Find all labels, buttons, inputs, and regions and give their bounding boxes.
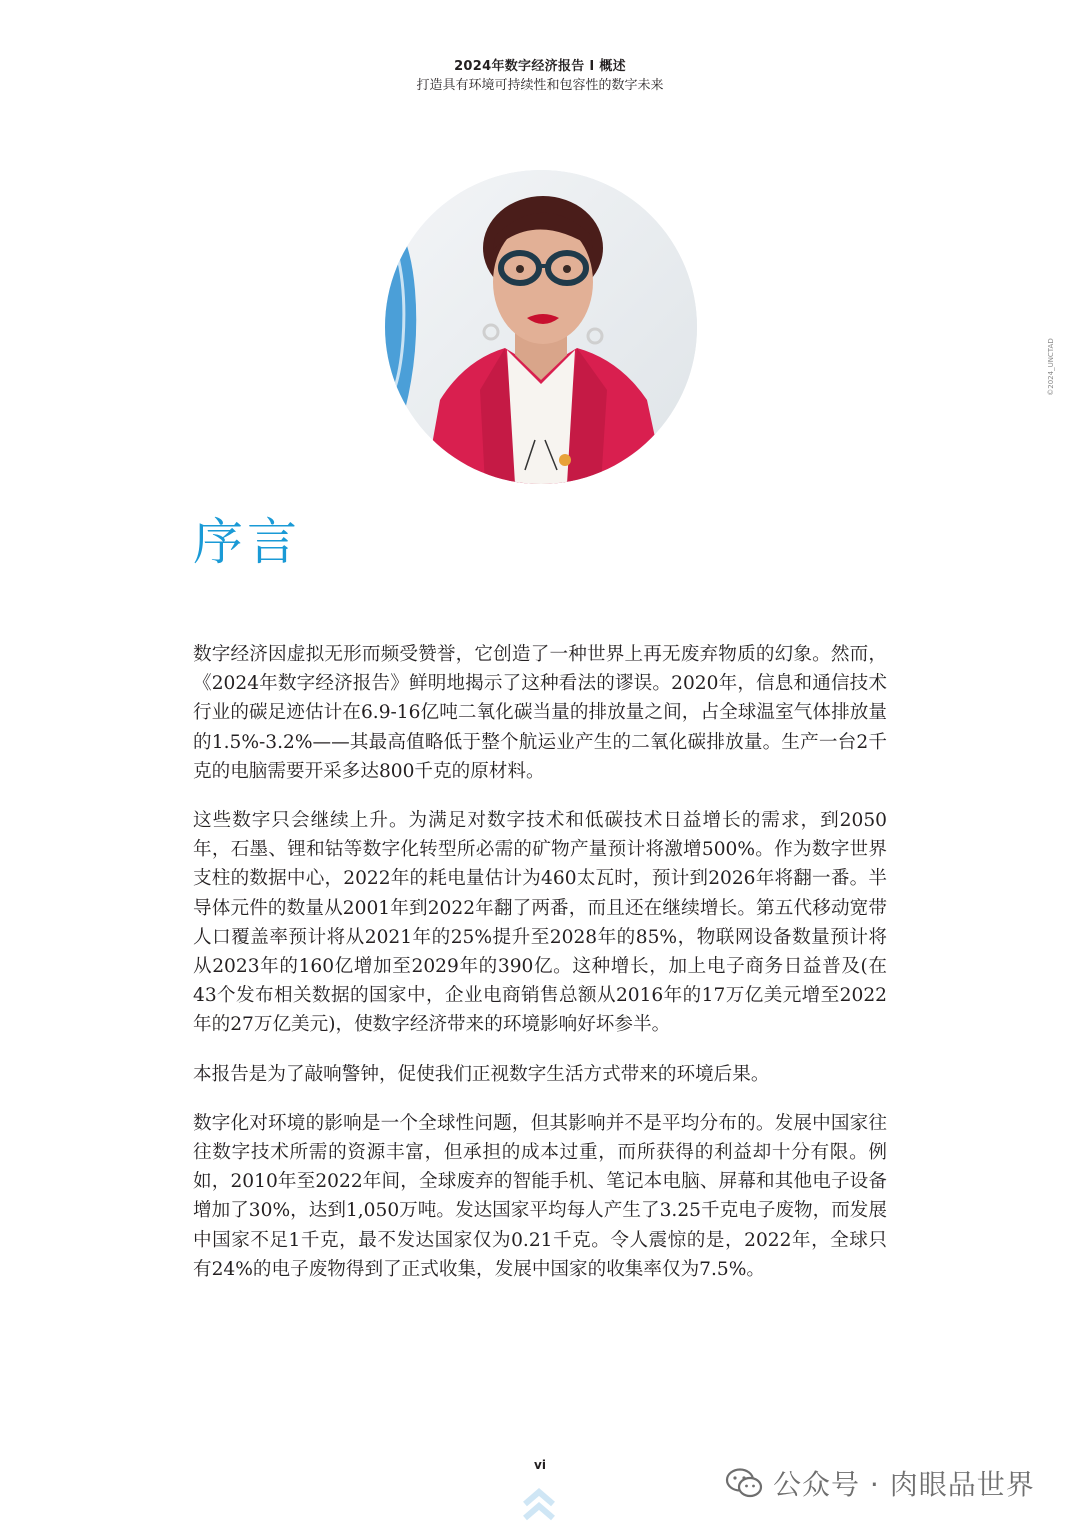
watermark	[725, 1463, 1035, 1503]
wechat-icon	[725, 1467, 763, 1499]
photo-copyright: ©2024_UNCTAD	[1047, 338, 1055, 396]
chevron-up-icon[interactable]	[521, 1484, 557, 1527]
header-subtitle: 打造具有环境可持续性和包容性的数字未来	[416, 78, 664, 93]
header-report-title: 2024年数字经济报告 I 概述	[454, 59, 626, 74]
paragraph: 这些数字只会继续上升。为满足对数字技术和低碳技术日益增长的需求，到2050年，石墨、锂和钴等数字化转型所必需的矿物产量预计将激增500%。作为数字世界支柱的数据中心，2022年的耗电量估计为460太瓦时，预计到2026年将翻一番。半导体元件的数量从2001年到2022年翻了两番，而且还在继续增长。第五代移动宽带人口覆盖率预计将从2021年的25%提升至2028年的85%，物联网设备数量预计将从2023年的160亿增加至2029年的390亿。这种增长，加上电子商务日益普及(在43个发布相关数据的国家中，企业电商销售总额从2016年的17万亿美元增至2022年的27万亿美元)，使数字经济带来的环境影响好坏参半。	[193, 810, 887, 1036]
running-header	[0, 58, 1080, 95]
paragraph: 数字经济因虚拟无形而频受赞誉，它创造了一种世界上再无废弃物质的幻象。然而，《2024年数字经济报告》鲜明地揭示了这种看法的谬误。2020年，信息和通信技术行业的碳足迹估计在6.9-16亿吨二氧化碳当量的排放量之间，占全球温室气体排放量的1.5%-3.2%——其最高值略低于整个航运业产生的二氧化碳排放量。生产一台2千克的电脑需要开采多达800千克的原材料。	[193, 644, 887, 782]
paragraph: 本报告是为了敲响警钟，促使我们正视数字生活方式带来的环境后果。	[193, 1063, 770, 1085]
foreword-body	[193, 640, 887, 1304]
page-title: 序言	[193, 513, 301, 571]
page-number: vi	[534, 1458, 546, 1472]
watermark-text: 公众号 · 肉眼品世界	[773, 1468, 1035, 1501]
paragraph: 数字化对环境的影响是一个全球性问题，但其影响并不是平均分布的。发展中国家往往数字技术所需的资源丰富，但承担的成本过重，而所获得的利益却十分有限。例如，2010年至2022年间，全球废弃的智能手机、笔记本电脑、屏幕和其他电子设备增加了30%，达到1,050万吨。发达国家平均每人产生了3.25千克电子废物，而发展中国家不足1千克，最不发达国家仅为0.21千克。令人震惊的是，2022年，全球只有24%的电子废物得到了正式收集，发展中国家的收集率仅为7.5%。	[193, 1112, 887, 1280]
portrait-photo	[385, 170, 697, 484]
